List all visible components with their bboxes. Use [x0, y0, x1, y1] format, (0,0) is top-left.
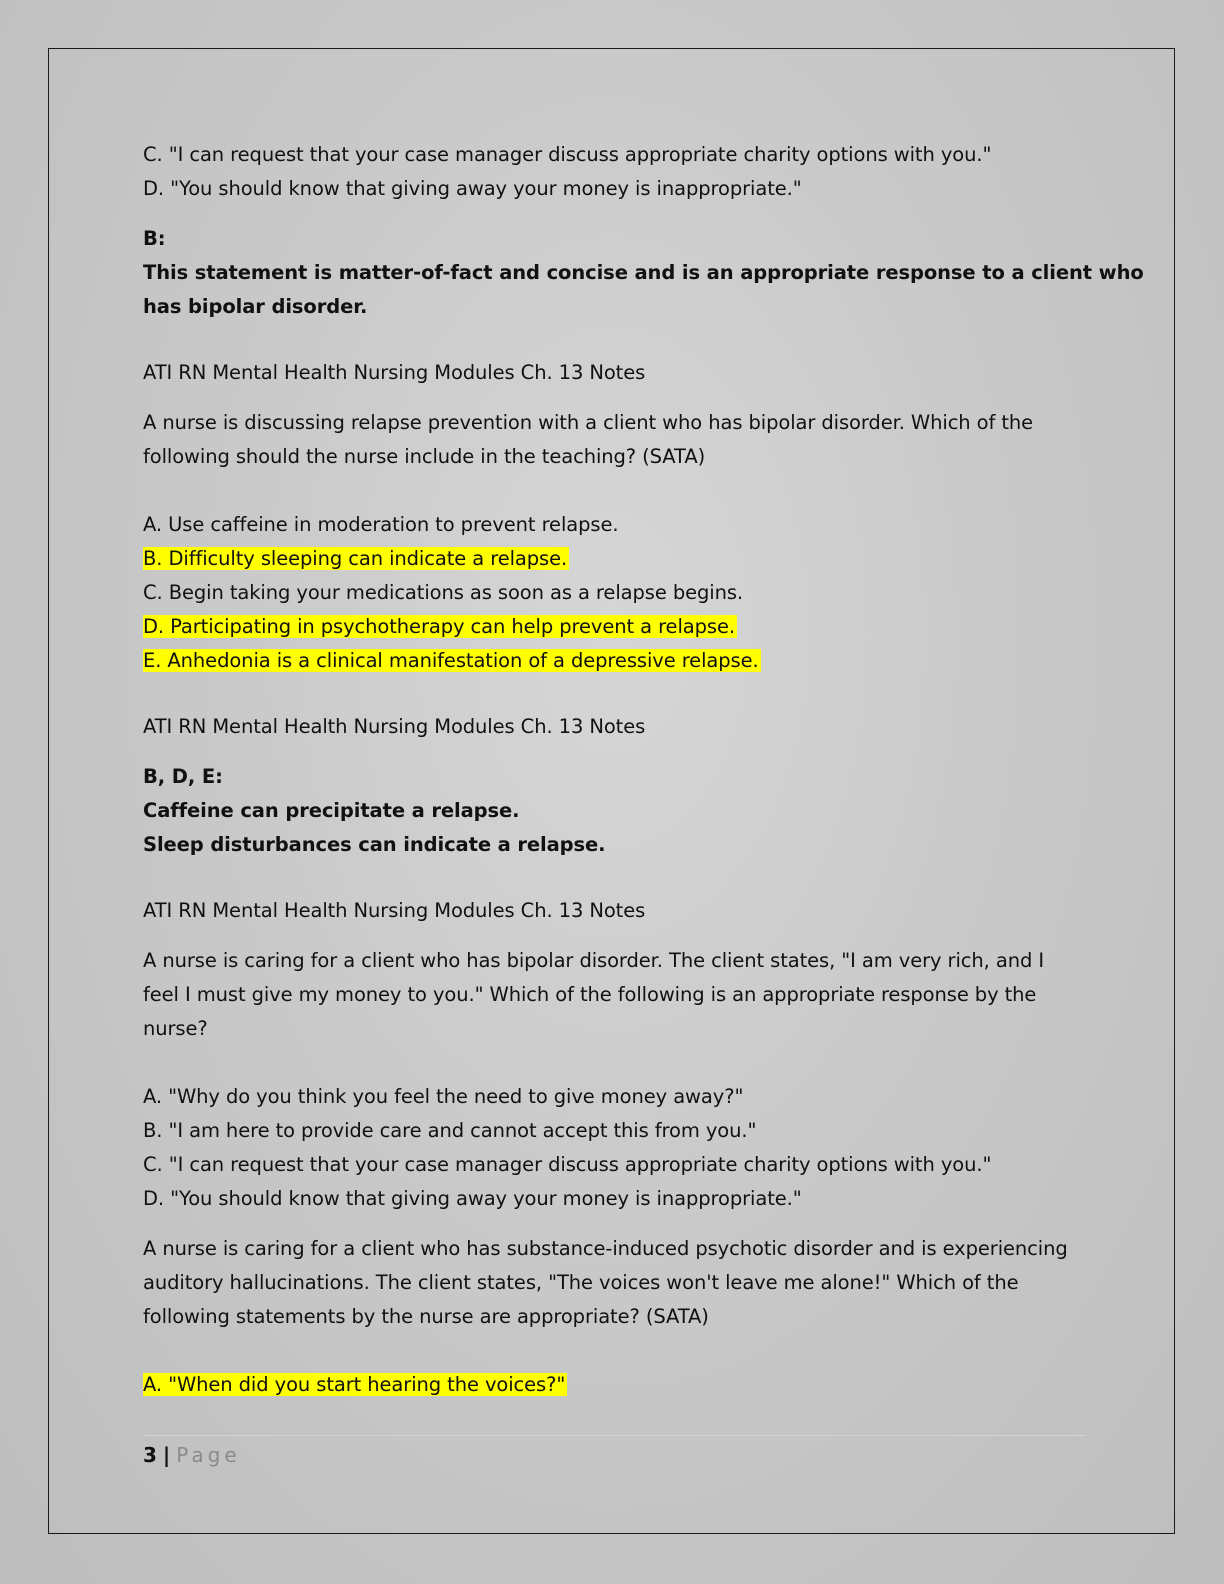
answer-option: A. Use caffeine in moderation to prevent relapse.: [143, 513, 619, 536]
question-line: A nurse is discussing relapse prevention with a client who has bipolar disorder. Which of the: [143, 411, 1034, 434]
answer-label: B, D, E:: [143, 765, 223, 788]
document-body: [143, 138, 1144, 1402]
question-line: feel I must give my money to you." Which of the following is an appropriate response by the: [143, 983, 1037, 1006]
answer-option: A. "Why do you think you feel the need to give money away?": [143, 1085, 744, 1108]
answer-option-highlighted: B. Difficulty sleeping can indicate a relapse.: [143, 547, 568, 570]
answer-option: D. "You should know that giving away your money is inappropriate.": [143, 177, 802, 200]
question-line: following should the nurse include in the teaching? (SATA): [143, 445, 706, 468]
page-number: 3: [143, 1443, 157, 1467]
page-word: Page: [176, 1443, 241, 1467]
source-reference: ATI RN Mental Health Nursing Modules Ch. 13 Notes: [143, 715, 646, 738]
question-line: auditory hallucinations. The client states, "The voices won't leave me alone!" Which of the: [143, 1271, 1019, 1294]
answer-option-highlighted: D. Participating in psychotherapy can help prevent a relapse.: [143, 615, 735, 638]
answer-option-highlighted: E. Anhedonia is a clinical manifestation of a depressive relapse.: [143, 649, 759, 672]
answer-option: C. "I can request that your case manager discuss appropriate charity options with you.": [143, 1153, 992, 1176]
rationale-line: Sleep disturbances can indicate a relapse.: [143, 833, 606, 856]
answer-option: C. "I can request that your case manager discuss appropriate charity options with you.": [143, 143, 992, 166]
footer-separator: |: [162, 1443, 171, 1467]
question-line: following statements by the nurse are appropriate? (SATA): [143, 1305, 709, 1328]
question-line: A nurse is caring for a client who has bipolar disorder. The client states, "I am very rich, and I: [143, 949, 1044, 972]
rationale-line: has bipolar disorder.: [143, 295, 368, 318]
footer-divider: [143, 1435, 1086, 1436]
answer-option: D. "You should know that giving away your money is inappropriate.": [143, 1187, 802, 1210]
answer-option: B. "I am here to provide care and cannot accept this from you.": [143, 1119, 757, 1142]
page-footer: [143, 1438, 241, 1472]
source-reference: ATI RN Mental Health Nursing Modules Ch. 13 Notes: [143, 899, 646, 922]
answer-label: B:: [143, 227, 166, 250]
rationale-line: Caffeine can precipitate a relapse.: [143, 799, 520, 822]
question-line: A nurse is caring for a client who has substance-induced psychotic disorder and is experiencing: [143, 1237, 1068, 1260]
source-reference: ATI RN Mental Health Nursing Modules Ch. 13 Notes: [143, 361, 646, 384]
answer-option-highlighted: A. "When did you start hearing the voices?": [143, 1373, 566, 1396]
answer-option: C. Begin taking your medications as soon as a relapse begins.: [143, 581, 744, 604]
rationale-line: This statement is matter-of-fact and concise and is an appropriate response to a client who: [143, 261, 1144, 284]
question-line: nurse?: [143, 1017, 208, 1040]
